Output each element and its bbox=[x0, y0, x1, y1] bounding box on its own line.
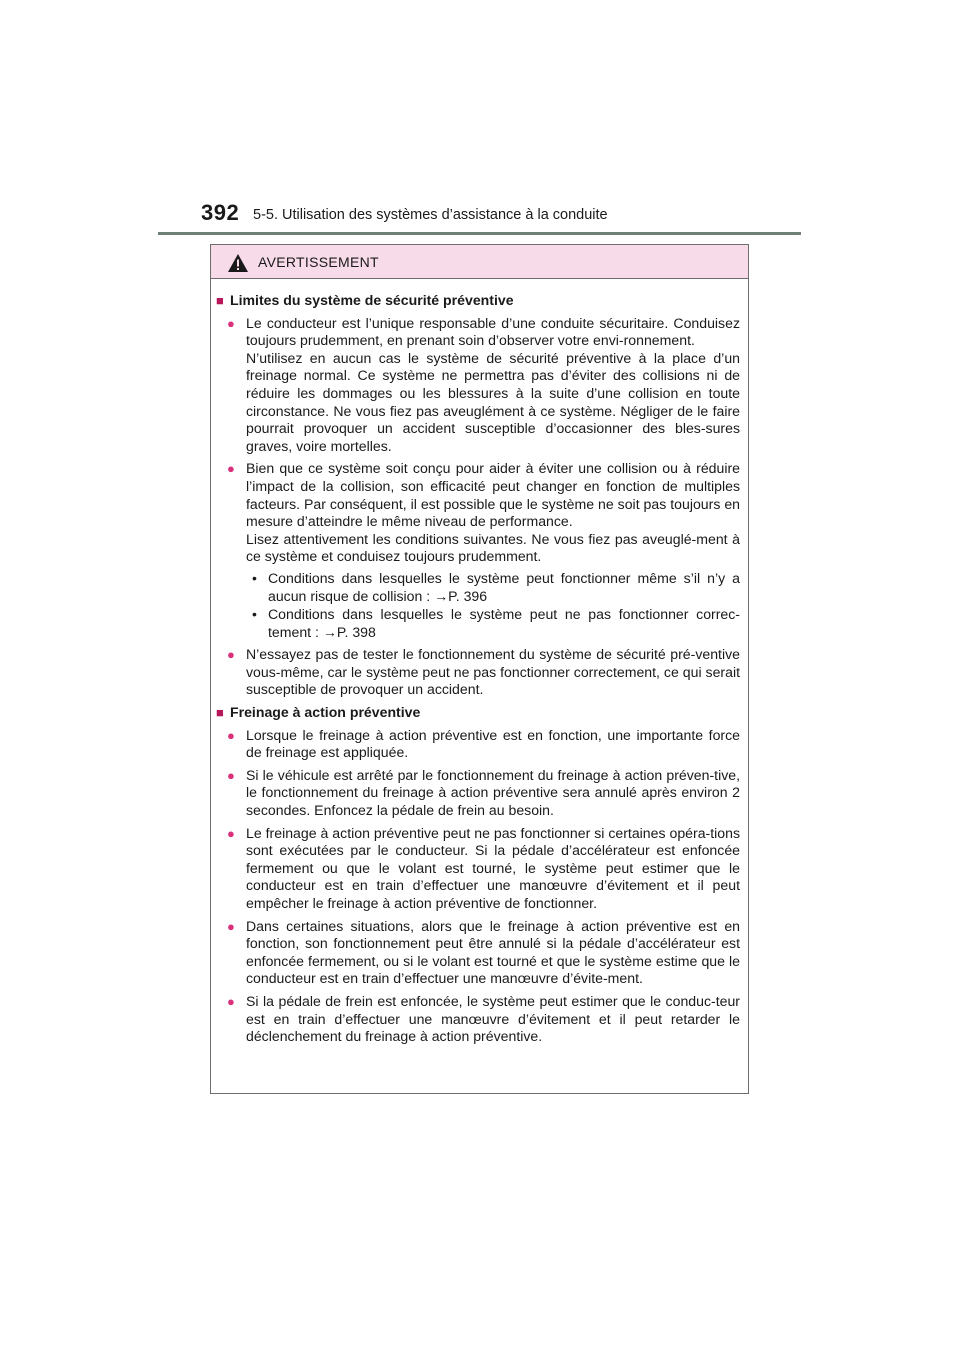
sub-item-text: Conditions dans lesquelles le système peut fonctionner même s’il n’y a aucun risque de collision : →P. 396 bbox=[268, 569, 740, 604]
item-paragraph: Dans certaines situations, alors que le freinage à action préventive est en fonction, son fonctionnement peut être annulé si la pédale d’accélérateur est enfoncée fermement, ou si le volant est tourné et que le système estime que le conducteur est en train d’effectuer une manœuvre d’évite-ment. bbox=[246, 917, 740, 987]
list-item bbox=[227, 460, 740, 641]
list-item bbox=[227, 918, 740, 988]
warning-triangle-icon bbox=[227, 253, 249, 273]
circle-bullet-icon: ● bbox=[227, 825, 235, 841]
list-item bbox=[227, 727, 740, 762]
sub-list bbox=[246, 570, 740, 641]
circle-bullet-icon: ● bbox=[227, 461, 235, 477]
circle-bullet-icon: ● bbox=[227, 315, 235, 331]
circle-bullet-icon: ● bbox=[227, 727, 235, 743]
section-heading bbox=[216, 704, 740, 722]
square-bullet-icon: ■ bbox=[216, 705, 224, 721]
item-paragraph: Le freinage à action préventive peut ne pas fonctionner si certaines opéra-tions sont exécutées par le conducteur. Si la pédale d’accélérateur est enfoncée fermement ou que le volant est tourné, le système peut estimer que le conducteur est en train d’effectuer une manœuvre d’évitement et il peut empêcher le freinage à action préventive de fonctionner. bbox=[246, 824, 740, 911]
list-item bbox=[227, 315, 740, 456]
sub-list-item bbox=[252, 606, 740, 641]
list-item bbox=[227, 993, 740, 1046]
warning-box bbox=[210, 244, 749, 1094]
header-rule bbox=[158, 232, 801, 235]
circle-bullet-icon: ● bbox=[227, 918, 235, 934]
item-paragraph: Le conducteur est l’unique responsable d’une conduite sécuritaire. Conduisez toujours prudemment, en prenant soin d’observer votre envi-ronnement. bbox=[246, 314, 740, 349]
section-title: 5-5. Utilisation des systèmes d’assistance à la conduite bbox=[253, 207, 608, 223]
section-heading-text: Freinage à action préventive bbox=[230, 704, 421, 721]
square-bullet-icon: ■ bbox=[216, 293, 224, 308]
warning-body bbox=[211, 279, 748, 1046]
circle-bullet-icon: ● bbox=[227, 993, 235, 1009]
item-paragraph: N’utilisez en aucun cas le système de sécurité préventive à la place d’un freinage normal. Ce système ne permettra pas d’éviter des collisions ni de réduire les dommages ou les blessures à la suite d’une collision en toute circonstance. Ne vous fiez pas aveuglément à ce système. Négliger de le faire pourrait provoquer un accident susceptible d’occasionner des bles-sures graves, voire mortelles. bbox=[246, 349, 740, 454]
small-bullet-icon: • bbox=[252, 569, 257, 586]
item-paragraph: Si le véhicule est arrêté par le fonctionnement du freinage à action préven-tive, le fonctionnement du freinage à action préventive sera annulé après environ 2 secondes. Enfoncez la pédale de frein au besoin. bbox=[246, 766, 740, 819]
list-item bbox=[227, 646, 740, 699]
warning-label: AVERTISSEMENT bbox=[258, 253, 379, 270]
item-paragraph: Lisez attentivement les conditions suivantes. Ne vous fiez pas aveuglé-ment à ce système et conduisez toujours prudemment. bbox=[246, 530, 740, 565]
item-paragraph: Si la pédale de frein est enfoncée, le système peut estimer que le conduc-teur est en train d’effectuer une manœuvre d’évitement et il peut retarder le déclenchement du freinage à action préventive. bbox=[246, 992, 740, 1045]
sub-item-text: Conditions dans lesquelles le système peut ne pas fonctionner correc-tement : →P. 398 bbox=[268, 606, 740, 640]
section-heading bbox=[216, 292, 740, 310]
warning-header bbox=[211, 245, 748, 279]
section-heading-text: Limites du système de sécurité préventive bbox=[230, 292, 514, 308]
page-number: 392 bbox=[201, 200, 240, 225]
circle-bullet-icon: ● bbox=[227, 647, 235, 663]
list-item bbox=[227, 825, 740, 913]
item-paragraph: Lorsque le freinage à action préventive est en fonction, une importante force de freinage est appliquée. bbox=[246, 726, 740, 761]
circle-bullet-icon: ● bbox=[227, 767, 235, 783]
small-bullet-icon: • bbox=[252, 606, 257, 623]
list-item bbox=[227, 767, 740, 820]
sub-list-item bbox=[252, 570, 740, 605]
page-header bbox=[0, 0, 960, 240]
item-paragraph: N’essayez pas de tester le fonctionnement du système de sécurité pré-ventive vous-même, car le système peut ne pas fonctionner correctement, ce qui serait susceptible de provoquer un accident. bbox=[246, 646, 740, 698]
item-paragraph: Bien que ce système soit conçu pour aider à éviter une collision ou à réduire l’impact de la collision, son efficacité peut changer en fonction de multiples facteurs. Par conséquent, il est possible que le système ne soit pas toujours en mesure d’atteindre le même niveau de performance. bbox=[246, 460, 740, 530]
